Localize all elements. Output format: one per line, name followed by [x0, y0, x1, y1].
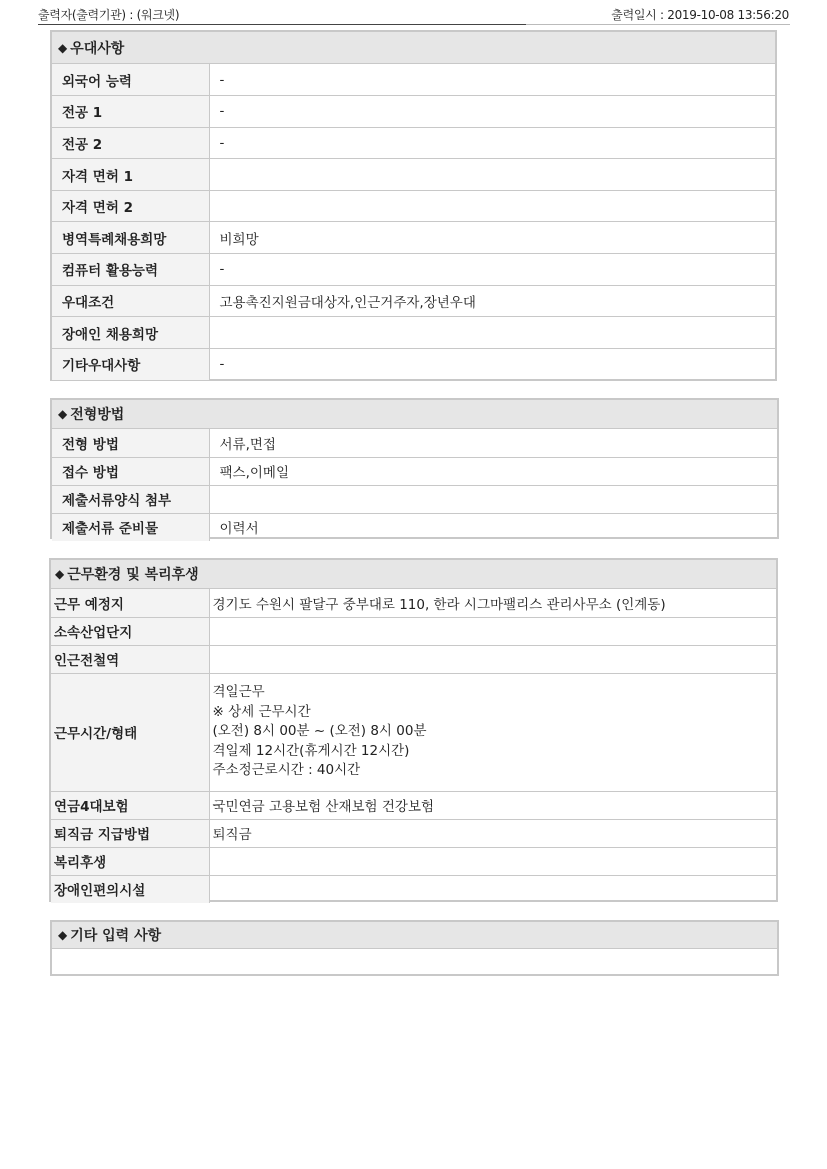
table-row [52, 513, 777, 541]
row-value: 퇴직금 [209, 819, 776, 847]
row-value [209, 317, 775, 349]
row-value-line: 격일근무 [212, 684, 265, 701]
section-title-text: 전형방법 [70, 407, 125, 423]
row-label: 전형 방법 [52, 429, 209, 457]
table-row [51, 847, 776, 875]
section-title [52, 400, 777, 429]
print-user-label: 출력자(출력기관) : (워크넷) [38, 8, 180, 22]
row-value [209, 485, 777, 513]
header-divider [38, 24, 526, 25]
section-title [51, 560, 776, 589]
table-row [51, 875, 776, 903]
table-row [52, 285, 775, 317]
section-title-text: 기타 입력 사항 [70, 928, 162, 944]
row-label: 우대조건 [52, 285, 209, 317]
row-label: 퇴직금 지급방법 [51, 819, 209, 847]
section-title [52, 32, 775, 64]
table-row [52, 190, 775, 222]
row-value: - [209, 64, 775, 96]
diamond-bullet-icon: ◆ [58, 40, 68, 55]
row-label: 장애인편의시설 [51, 875, 209, 903]
row-label: 제출서류양식 첨부 [52, 485, 209, 513]
table-row [52, 64, 775, 96]
row-value: - [209, 348, 775, 380]
row-value [209, 159, 775, 191]
row-value: 고용촉진지원금대상자,인근거주자,장년우대 [209, 285, 775, 317]
diamond-bullet-icon: ◆ [55, 567, 65, 581]
row-label: 인근전철역 [51, 645, 209, 673]
table-row [52, 96, 775, 128]
row-value: - [209, 127, 775, 159]
row-label: 연금4대보험 [51, 791, 209, 819]
other-info-value [52, 949, 777, 974]
table-row [52, 254, 775, 286]
work-environment-section [49, 558, 778, 902]
row-label: 기타우대사항 [52, 348, 209, 380]
row-label: 외국어 능력 [52, 64, 209, 96]
row-value: 이력서 [209, 513, 777, 541]
row-label: 컴퓨터 활용능력 [52, 254, 209, 286]
table-row [52, 348, 775, 380]
diamond-bullet-icon: ◆ [58, 407, 68, 421]
table-row [51, 673, 776, 791]
row-label: 소속산업단지 [51, 617, 209, 645]
table-row [52, 317, 775, 349]
table-row [52, 429, 777, 457]
row-value: 비희망 [209, 222, 775, 254]
row-label: 자격 면허 2 [52, 190, 209, 222]
table-row [52, 222, 775, 254]
row-value [209, 847, 776, 875]
row-label: 병역특례채용희망 [52, 222, 209, 254]
screening-table [52, 429, 777, 541]
row-value [209, 673, 776, 791]
row-value: 서류,면접 [209, 429, 777, 457]
print-datetime-label: 출력일시 : 2019-10-08 13:56:20 [611, 8, 789, 22]
row-label: 전공 2 [52, 127, 209, 159]
row-value-line: 주소정근로시간 : 40시간 [212, 762, 361, 779]
screening-section [50, 398, 779, 539]
work-environment-table [51, 589, 776, 903]
row-label: 복리후생 [51, 847, 209, 875]
section-title [52, 922, 777, 949]
row-value-line: ※ 상세 근무시간 [212, 703, 311, 720]
header-divider-right [526, 24, 790, 25]
row-value: 국민연금 고용보험 산재보험 건강보험 [209, 791, 776, 819]
row-label: 근무 예정지 [51, 589, 209, 617]
row-value [209, 875, 776, 903]
row-value: - [209, 96, 775, 128]
row-value: 경기도 수원시 팔달구 중부대로 110, 한라 시그마팰리스 관리사무소 (인계동) [209, 589, 776, 617]
row-value [209, 190, 775, 222]
table-row [52, 127, 775, 159]
row-value-line: 격일제 12시간(휴게시간 12시간) [212, 742, 410, 759]
row-value [209, 617, 776, 645]
row-label: 근무시간/형태 [51, 673, 209, 791]
row-value: - [209, 254, 775, 286]
table-row [52, 159, 775, 191]
section-title-text: 우대사항 [70, 40, 125, 57]
table-row [51, 791, 776, 819]
row-label: 제출서류 준비물 [52, 513, 209, 541]
table-row [51, 645, 776, 673]
preference-table [52, 64, 775, 380]
table-row [51, 819, 776, 847]
table-row [51, 617, 776, 645]
row-value [209, 645, 776, 673]
row-label: 전공 1 [52, 96, 209, 128]
preference-section [50, 30, 777, 381]
table-row [52, 457, 777, 485]
row-label: 접수 방법 [52, 457, 209, 485]
diamond-bullet-icon: ◆ [58, 928, 68, 942]
row-value-line: (오전) 8시 00분 ~ (오전) 8시 00분 [212, 723, 427, 740]
row-value: 팩스,이메일 [209, 457, 777, 485]
section-title-text: 근무환경 및 복리후생 [67, 567, 199, 583]
row-label: 장애인 채용희망 [52, 317, 209, 349]
other-info-section [50, 920, 779, 976]
table-row [52, 485, 777, 513]
row-label: 자격 면허 1 [52, 159, 209, 191]
table-row [51, 589, 776, 617]
